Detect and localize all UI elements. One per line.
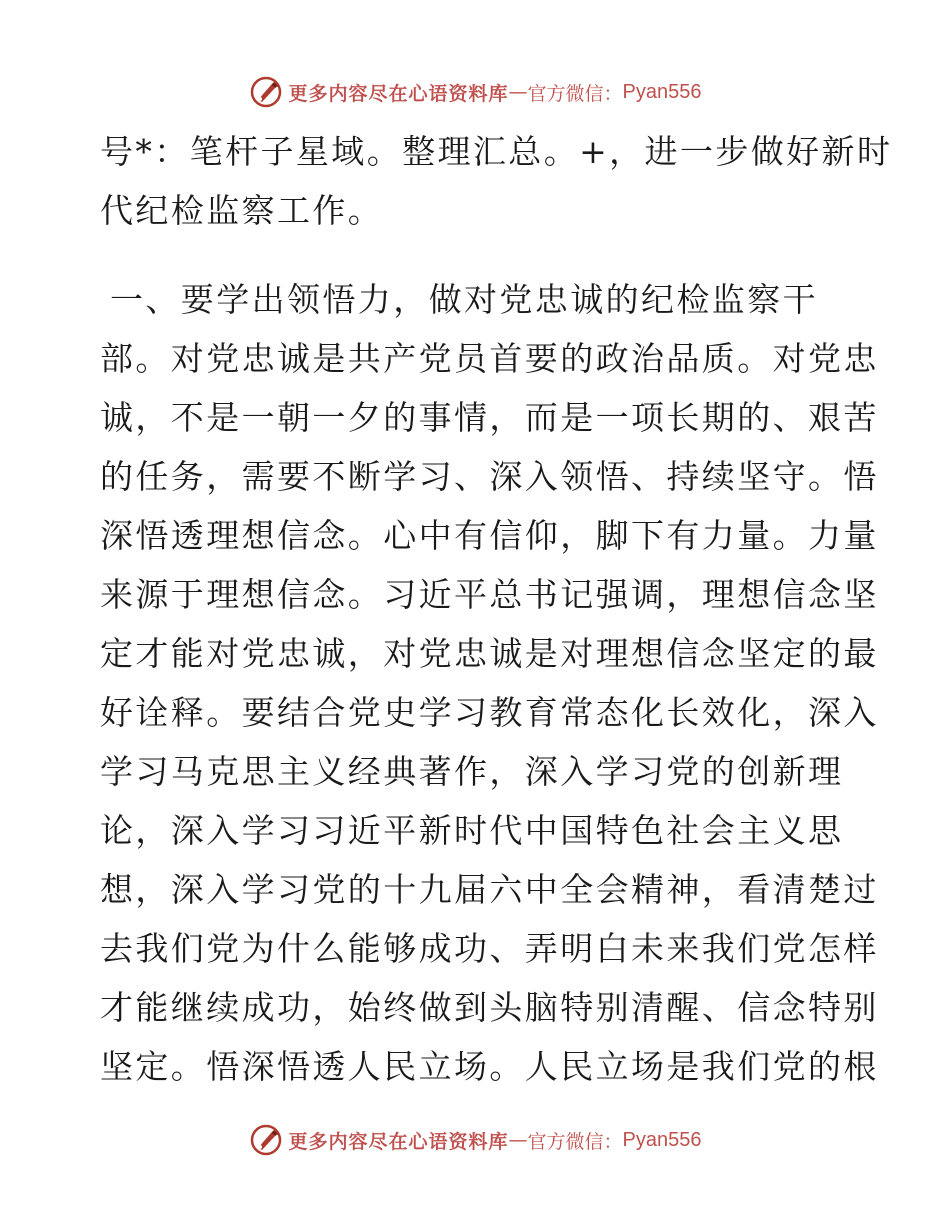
body-line: 来源于理想信念。习近平总书记强调，理想信念坚 <box>100 575 879 614</box>
body-line: 论，深入学习习近平新时代中国特色社会主义思 <box>100 811 844 850</box>
body-line: 好诠释。要结合党史学习教育常态化长效化，深入 <box>100 693 879 732</box>
pen-logo-icon <box>249 1123 283 1157</box>
footer-wechat-label: 官方微信： <box>527 1130 623 1153</box>
header-banner <box>0 72 950 112</box>
footer-banner <box>0 1120 950 1160</box>
footer-dash: — <box>508 1129 528 1151</box>
body-line: 代纪检监察工作。 <box>100 191 384 230</box>
footer-wechat-id: Pyan556 <box>622 1128 702 1151</box>
body-line: 部。对党忠诚是共产党员首要的政治品质。对党忠 <box>100 339 879 378</box>
body-line: 坚定。悟深悟透人民立场。人民立场是我们党的根 <box>100 1047 879 1086</box>
body-line: 去我们党为什么能够成功、弄明白未来我们党怎样 <box>100 929 879 968</box>
footer-site-text: 更多内容尽在心语资料库 <box>288 1130 509 1153</box>
body-line: 定才能对党忠诚，对党忠诚是对理想信念坚定的最 <box>100 634 879 673</box>
body-line: 想，深入学习党的十九届六中全会精神，看清楚过 <box>100 870 879 909</box>
header-site-text: 更多内容尽在心语资料库 <box>288 82 509 105</box>
body-line: 才能继续成功，始终做到头脑特别清醒、信念特别 <box>100 988 879 1027</box>
document-body <box>100 122 893 1096</box>
pen-logo-icon <box>249 75 283 109</box>
header-wechat-label: 官方微信： <box>527 82 623 105</box>
header-dash: — <box>508 81 528 103</box>
body-line: 诚，不是一朝一夕的事情，而是一项长期的、艰苦 <box>100 398 879 437</box>
body-line: 学习马克思主义经典著作，深入学习党的创新理 <box>100 752 844 791</box>
body-line: 号*：笔杆子星域。整理汇总。+，进一步做好新时 <box>100 132 893 171</box>
section-heading: 一、要学出领悟力，做对党忠诚的纪检监察干 <box>110 280 818 319</box>
header-wechat-id: Pyan556 <box>622 80 702 103</box>
body-line: 的任务，需要不断学习、深入领悟、持续坚守。悟 <box>100 457 879 496</box>
body-line: 深悟透理想信念。心中有信仰，脚下有力量。力量 <box>100 516 879 555</box>
